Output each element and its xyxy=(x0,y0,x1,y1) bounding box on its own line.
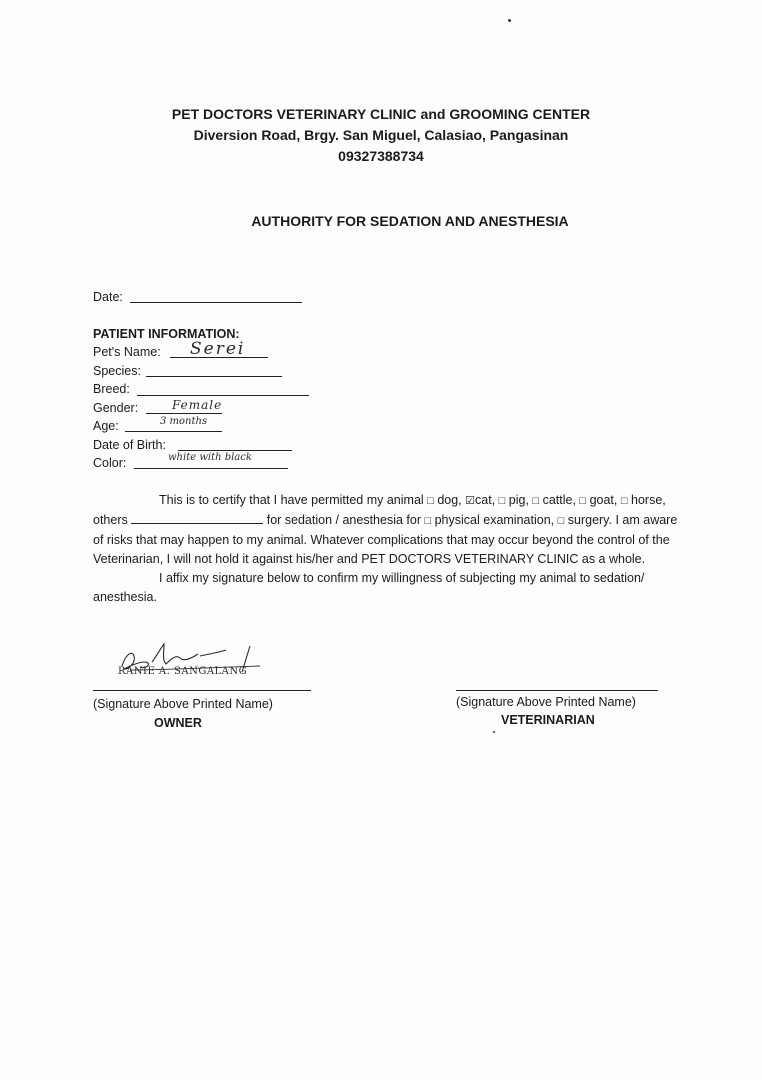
gender-value: Female xyxy=(172,398,223,412)
scan-speck xyxy=(508,19,511,22)
owner-role: OWNER xyxy=(154,716,202,730)
clinic-name: PET DOCTORS VETERINARY CLINIC and GROOMING CENTER xyxy=(171,106,591,122)
checkbox-pig[interactable]: □ xyxy=(498,495,506,507)
checkbox-goat[interactable]: □ xyxy=(579,495,587,507)
owner-signature-caption: (Signature Above Printed Name) xyxy=(93,697,273,711)
age-field[interactable] xyxy=(125,431,222,432)
species-label: Species: xyxy=(93,364,141,378)
checkbox-physical-exam[interactable]: □ xyxy=(424,515,432,527)
species-field[interactable] xyxy=(146,376,282,377)
affix-text: I affix my signature below to confirm my willingness of subjecting my animal to sedation/ anesthesia. xyxy=(93,571,645,604)
pet-name-label: Pet's Name: xyxy=(93,345,161,359)
dob-label: Date of Birth: xyxy=(93,438,166,452)
clinic-phone: 09327388734 xyxy=(338,148,424,164)
breed-label: Breed: xyxy=(93,382,130,396)
breed-field[interactable] xyxy=(137,395,309,396)
checkbox-cat[interactable]: ☑ xyxy=(465,495,476,507)
consent-line-1: This is to certify that I have permitted my animal □ dog, ☑cat, □ pig, □ cattle, □ goat, □ horse, others for sedation / anesthesia for □ physical examination, □ surgery. I am aware of risks that may happen to my animal. Whatever complications that may occur beyond the control of the Veterinarian, I will not hold it against his/her and PET DOCTORS VETERINARY CLINIC as a whole. xyxy=(93,493,678,566)
consent-paragraph xyxy=(93,491,683,607)
veterinarian-signature-line[interactable] xyxy=(456,690,658,691)
color-value: white with black xyxy=(168,452,252,463)
age-value: 3 months xyxy=(160,416,208,427)
date-field[interactable] xyxy=(130,302,302,303)
patient-info-heading: PATIENT INFORMATION: xyxy=(93,327,240,341)
gender-label: Gender: xyxy=(93,401,139,415)
color-label: Color: xyxy=(93,456,127,470)
gender-field[interactable] xyxy=(146,413,222,414)
risk-text: I am aware of risks that may happen to my animal. Whatever complications that may occur beyond the control of the Veterinarian, I will not hold it against his/her and PET DOCTORS VETERINARY CLINIC as a whole. xyxy=(93,513,678,566)
owner-signature xyxy=(100,636,270,692)
owner-signature-line[interactable] xyxy=(93,690,311,691)
others-field[interactable] xyxy=(131,511,263,524)
owner-printed-name: RANIE A. SANGALANG xyxy=(118,666,248,677)
veterinarian-role: VETERINARIAN xyxy=(501,713,595,727)
dob-field[interactable] xyxy=(178,450,292,451)
checkbox-cattle[interactable]: □ xyxy=(532,495,540,507)
date-label: Date: xyxy=(93,290,123,304)
checkbox-horse[interactable]: □ xyxy=(620,495,628,507)
age-label: Age: xyxy=(93,419,119,433)
clinic-address: Diversion Road, Brgy. San Miguel, Calasiao, Pangasinan xyxy=(193,127,569,143)
checkbox-dog[interactable]: □ xyxy=(427,495,434,507)
checkbox-surgery[interactable]: □ xyxy=(557,515,565,527)
document-title: AUTHORITY FOR SEDATION AND ANESTHESIA xyxy=(251,213,569,229)
scan-speck xyxy=(493,731,495,733)
pet-name-value: Serei xyxy=(190,339,246,359)
color-field[interactable] xyxy=(134,468,288,469)
veterinarian-signature-caption: (Signature Above Printed Name) xyxy=(456,695,636,709)
